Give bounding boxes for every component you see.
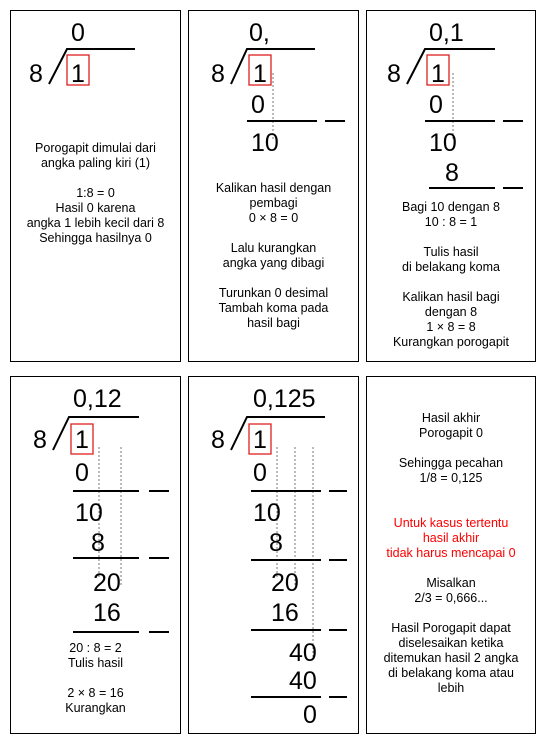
explanation-text: Porogapit dimulai dari angka paling kiri (1) 1:8 = 0 Hasil 0 karena angka 1 lebih kecil dari 8 Sehingga hasilnya 0: [26, 141, 165, 245]
product-row: 16: [93, 599, 121, 627]
remainder-row: 20: [271, 569, 299, 597]
product-row: 8: [91, 529, 105, 557]
divisor: 8: [29, 60, 43, 88]
remainder-row: 10: [429, 129, 457, 157]
dividend-digit: 1: [75, 426, 89, 454]
quotient: 0,12: [73, 385, 122, 413]
dividend-digit: 1: [253, 426, 267, 454]
warning-text: tidak harus mencapai 0: [386, 546, 516, 560]
divisor: 8: [387, 60, 401, 88]
explanation-text: 20 : 8 = 2 Tulis hasil 2 × 8 = 16 Kurangkan: [65, 641, 126, 715]
division-bracket: [231, 417, 325, 450]
step-panel-4: [10, 376, 181, 734]
division-bracket: [49, 49, 135, 84]
product-row: 0: [251, 91, 265, 119]
remainder-row: 10: [251, 129, 279, 157]
divisor: 8: [211, 60, 225, 88]
long-division-5: [189, 377, 360, 735]
product-row: 0: [75, 459, 89, 487]
summary-text: Hasil akhir Porogapit 0 Sehingga pecahan 1/8 = 0,125 Untuk kasus tertentu hasil akhir tidak harus mencapai 0 Misalkan 2/3 = 0,666... Hasil Porogapit dapat diselesaikan ketika ditemukan hasil 2 angka di belakang koma atau lebih: [367, 411, 535, 696]
final-remainder: 0: [303, 701, 317, 729]
warning-text: hasil akhir: [422, 531, 480, 545]
divisor: 8: [33, 426, 47, 454]
warning-text: Untuk kasus tertentu: [393, 516, 509, 530]
dividend-digit: 1: [253, 60, 267, 88]
quotient: 0: [71, 19, 85, 47]
dividend-digit: 1: [431, 60, 445, 88]
step-panel-1: [10, 10, 181, 362]
quotient: 0,125: [253, 385, 316, 413]
product-row: 16: [271, 599, 299, 627]
product-row: 8: [269, 529, 283, 557]
step-panel-5: [188, 376, 359, 734]
product-row: 8: [445, 159, 459, 187]
divisor: 8: [211, 426, 225, 454]
product-row: 40: [289, 667, 317, 695]
product-row: 0: [429, 91, 443, 119]
step-panel-2: [188, 10, 359, 362]
summary-panel: [366, 376, 536, 734]
remainder-row: 20: [93, 569, 121, 597]
product-row: 0: [253, 459, 267, 487]
quotient: 0,: [249, 19, 270, 47]
explanation-text: Kalikan hasil dengan pembagi 0 × 8 = 0 Lalu kurangkan angka yang dibagi Turunkan 0 desimal Tambah koma pada hasil bagi: [215, 181, 332, 330]
remainder-row: 40: [289, 639, 317, 667]
remainder-row: 10: [253, 499, 281, 527]
remainder-row: 10: [75, 499, 103, 527]
division-bracket: [53, 417, 139, 450]
division-bracket: [407, 49, 495, 84]
quotient: 0,1: [429, 19, 464, 47]
step-panel-3: [366, 10, 536, 362]
dividend-digit: 1: [71, 60, 85, 88]
explanation-text: Bagi 10 dengan 8 10 : 8 = 1 Tulis hasil di belakang koma Kalikan hasil bagi dengan 8 1 × 8 = 8 Kurangkan porogapit: [392, 200, 510, 349]
